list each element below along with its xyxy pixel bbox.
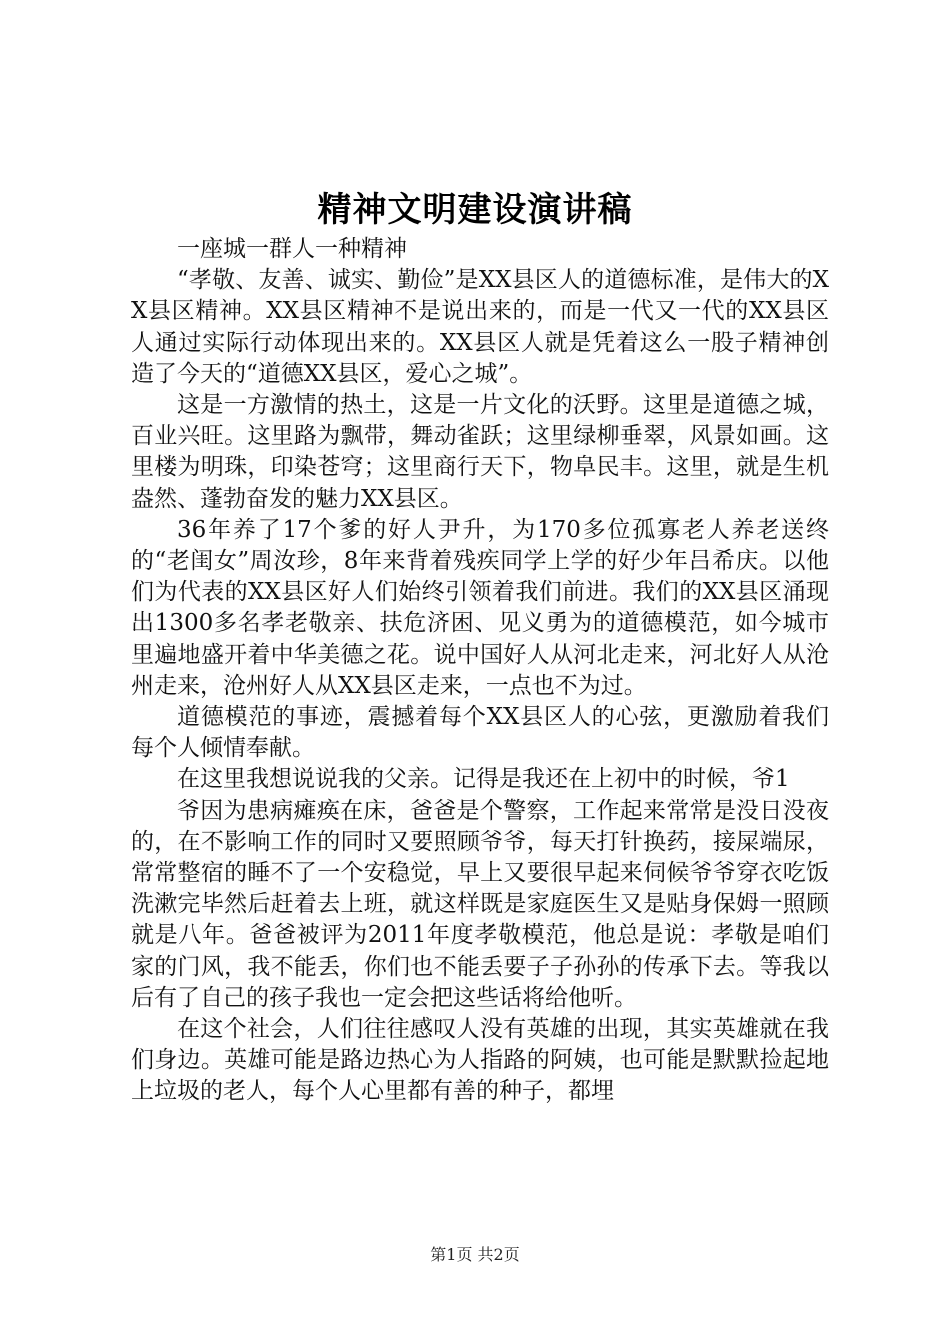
paragraph-1: “孝敬、友善、诚实、勤俭”是XX县区人的道德标准，是伟大的XX县区精神。XX县区精神不是说出来的，而是一代又一代的XX县区人通过实际行动体现出来的。XX县区人就是凭着这么一股子精神创造了今天的“道德XX县区，爱心之城”。: [131, 267, 829, 387]
paragraph-4: 道德模范的事迹，震撼着每个XX县区人的心弦，更激励着我们每个人倾情奉献。: [131, 704, 829, 762]
paragraph-2: 这是一方激情的热土，这是一片文化的沃野。这里是道德之城，百业兴旺。这里路为飘带，舞动雀跃；这里绿柳垂翠，风景如画。这里楼为明珠，印染苍穹；这里商行天下，物阜民丰。这里，就是生机盎然、蓬勃奋发的魅力XX县区。: [131, 392, 829, 512]
paragraph-5: 在这里我想说说我的父亲。记得是我还在上初中的时候，爷1: [177, 766, 790, 793]
page-number-footer: 第1页 共2页: [430, 1245, 520, 1264]
paragraph-6: 爷因为患病瘫痪在床，爸爸是个警察，工作起来常常是没日没夜的，在不影响工作的同时又要照顾爷爷，每天打针换药，接屎端尿，常常整宿的睡不了一个安稳觉，早上又要很早起来伺候爷爷穿衣吃饭洗漱完毕然后赶着去上班，就这样既是家庭医生又是贴身保姆一照顾就是八年。爸爸被评为2011年度孝敬模范，他总是说：孝敬是咱们家的门风，我不能丢，你们也不能丢要子子孙孙的传承下去。等我以后有了自己的孩子我也一定会把这些话将给他听。: [131, 797, 829, 1011]
document-title: 精神文明建设演讲稿: [317, 190, 633, 230]
document-body: [131, 234, 829, 1108]
paragraph-7: 在这个社会，人们往往感叹人没有英雄的出现，其实英雄就在我们身边。英雄可能是路边热心为人指路的阿姨，也可能是默默捡起地上垃圾的老人，每个人心里都有善的种子，都埋: [131, 1016, 829, 1105]
paragraph-3: 36年养了17个爹的好人尹升，为170多位孤寡老人养老送终的“老闺女”周汝珍，8年来背着残疾同学上学的好少年吕希庆。以他们为代表的XX县区好人们始终引领着我们前进。我们的XX县区涌现出1300多名孝老敬亲、扶危济困、见义勇为的道德模范，如今城市里遍地盛开着中华美德之花。说中国好人从河北走来，河北好人从沧州走来，沧州好人从XX县区走来，一点也不为过。: [131, 516, 829, 699]
paragraph-subtitle: 一座城一群人一种精神: [177, 236, 407, 262]
